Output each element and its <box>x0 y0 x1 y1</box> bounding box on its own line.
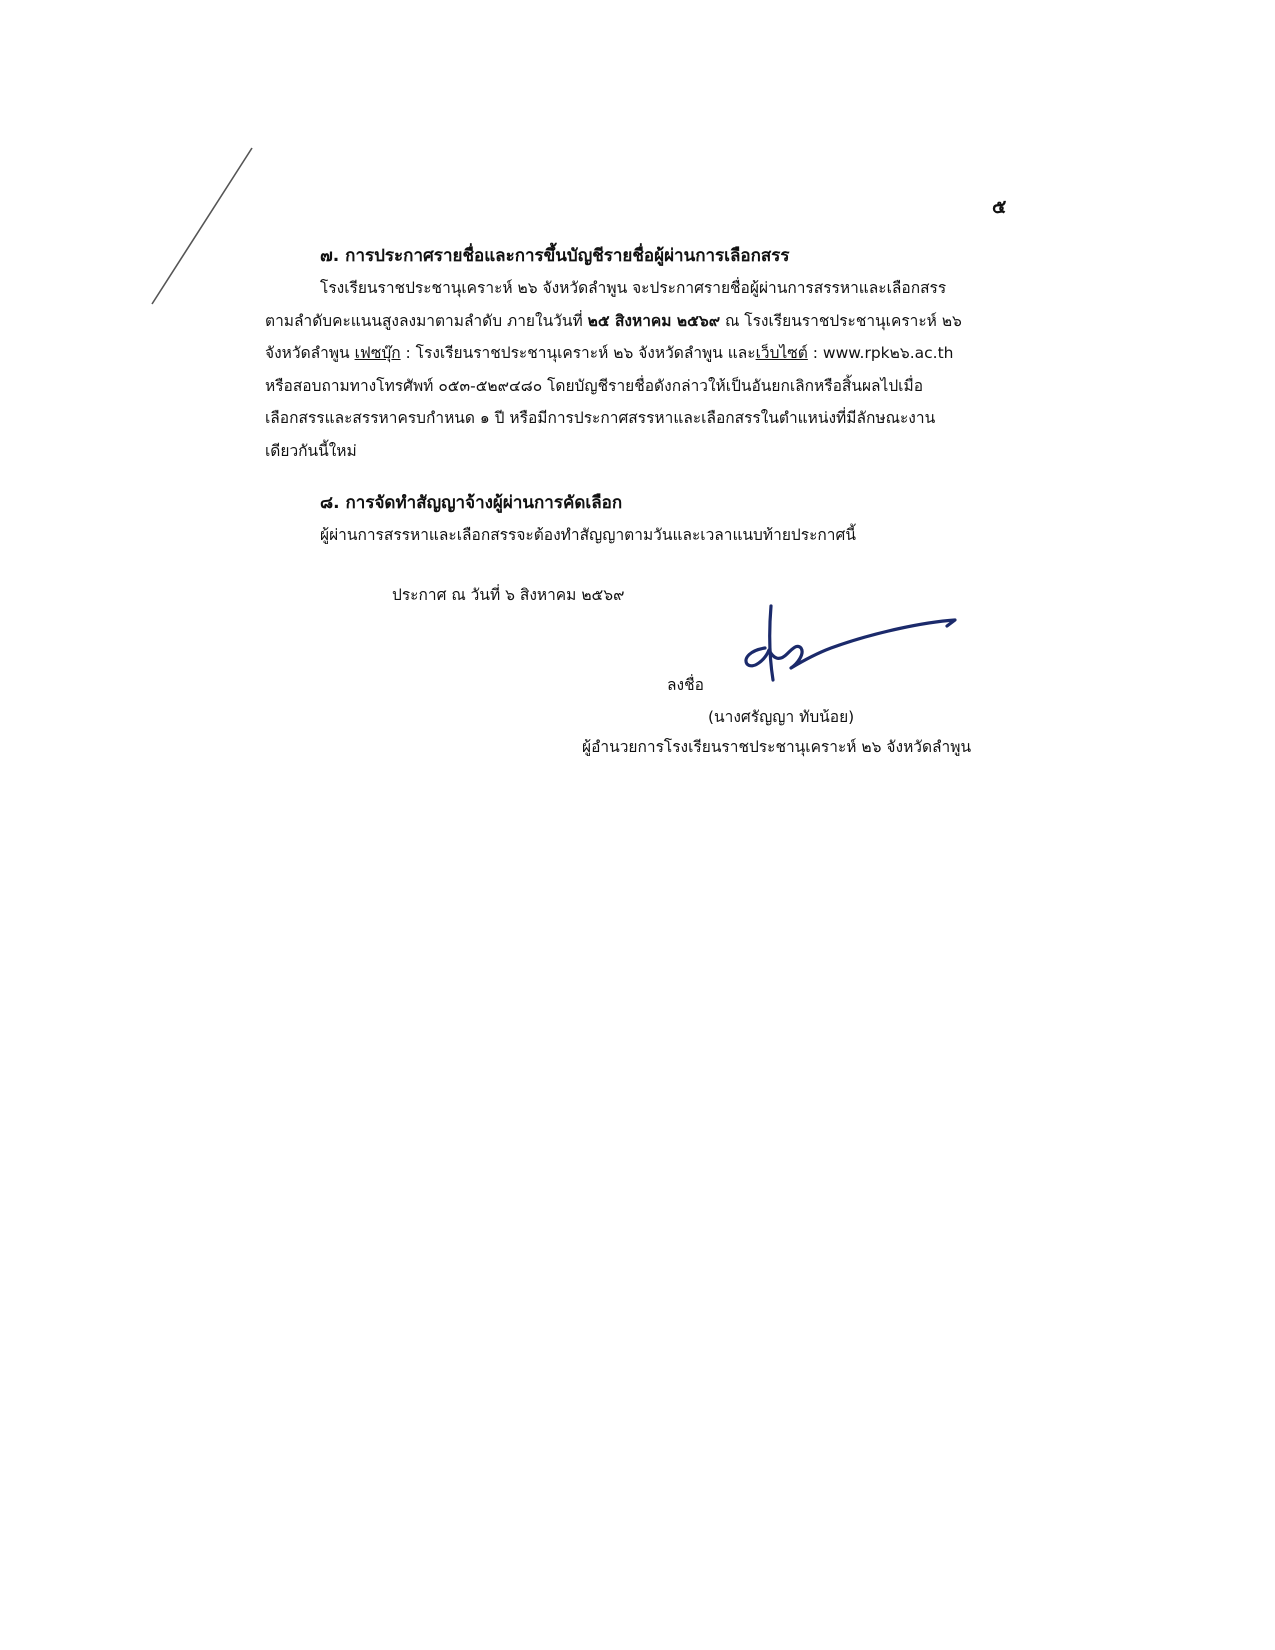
section-7-line: จังหวัดลำพูน เฟซบุ๊ก : โรงเรียนราชประชานุเคราะห์ ๒๖ จังหวัดลำพูน และเว็บไซต์ : www.rpk๒๖.ac.th <box>265 344 954 362</box>
announce-deadline: ๒๕ สิงหาคม ๒๕๖๙ <box>587 311 721 330</box>
sign-label: ลงชื่อ <box>667 676 704 694</box>
section-8-paragraph <box>265 519 1010 552</box>
section-7-paragraph <box>265 272 1010 467</box>
section-7-announcement <box>265 240 1010 467</box>
signer-name: (นางศรัญญา ทับน้อย) <box>708 708 855 726</box>
handwritten-signature <box>735 600 1000 695</box>
section-8-line: ผู้ผ่านการสรรหาและเลือกสรรจะต้องทำสัญญาตามวันและเวลาแนบท้ายประกาศนี้ <box>320 526 856 544</box>
facebook-label: เฟซบุ๊ก <box>354 344 401 362</box>
section-7-line: เดียวกันนี้ใหม่ <box>265 441 357 460</box>
website-label: เว็บไซต์ <box>755 344 808 362</box>
section-7-line: ตามลำดับคะแนนสูงลงมาตามลำดับ ภายในวันที่ ๒๕ สิงหาคม ๒๕๖๙ ณ โรงเรียนราชประชานุเคราะห์ ๒๖ <box>265 311 962 330</box>
section-7-heading: ๗. การประกาศรายชื่อและการขึ้นบัญชีรายชื่อผู้ผ่านการเลือกสรร <box>320 246 790 266</box>
section-8-contract <box>265 487 1010 552</box>
announce-date: ประกาศ ณ วันที่ ๖ สิงหาคม ๒๕๖๙ <box>392 586 625 604</box>
page-number: ๕ <box>992 196 1007 218</box>
section-7-line: เลือกสรรและสรรหาครบกำหนด ๑ ปี หรือมีการประกาศสรรหาและเลือกสรรในตำแหน่งที่มีลักษณะงาน <box>265 409 936 427</box>
section-8-heading: ๘. การจัดทำสัญญาจ้างผู้ผ่านการคัดเลือก <box>320 493 623 513</box>
section-7-line: หรือสอบถามทางโทรศัพท์ ๐๕๓-๕๒๙๔๘๐ โดยบัญชีรายชื่อดังกล่าวให้เป็นอันยกเลิกหรือสิ้นผลไปเมื่อ <box>265 376 924 395</box>
signer-title: ผู้อำนวยการโรงเรียนราชประชานุเคราะห์ ๒๖ จังหวัดลำพูน <box>582 738 972 756</box>
section-7-line: โรงเรียนราชประชานุเคราะห์ ๒๖ จังหวัดลำพูน จะประกาศรายชื่อผู้ผ่านการสรรหาและเลือกสรร <box>320 279 947 297</box>
